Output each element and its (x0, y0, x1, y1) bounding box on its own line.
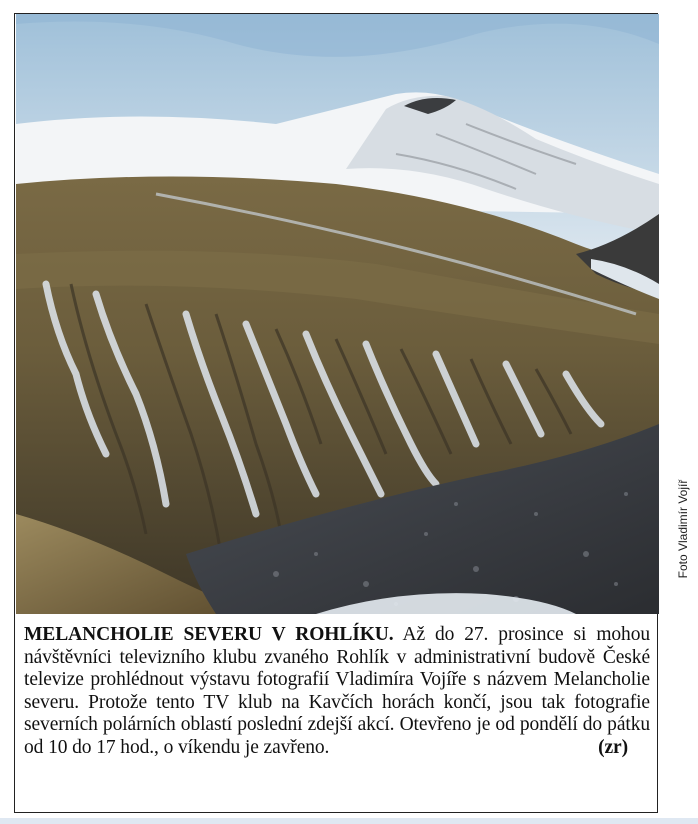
page-bottom-strip (0, 818, 698, 824)
photo-credit-text: Foto Vladimír Vojíř (676, 479, 690, 579)
author-signature: (zr) (598, 736, 628, 758)
article-caption (24, 624, 650, 760)
arctic-landscape-photo (16, 14, 659, 614)
article-body: Až do 27. prosince si mohou návštěvníci televizního klubu zvaného Rohlík v administrativní budově České televize prohlédnout výstavu fotografií Vladimíra Vojíře s názvem Melancholie severu. Protože tento TV klub na Kavčích horách končí, jsou tak fotografie severních polárních oblastí poslední zdejší akcí. Otevřeno je od pondělí do pátku od 10 do 17 hod., o víkendu je zavřeno. (24, 624, 650, 758)
photo-illustration (16, 14, 659, 614)
photo-credit (670, 450, 690, 620)
article-headline: MELANCHOLIE SEVERU V ROHLÍKU. (24, 624, 394, 645)
